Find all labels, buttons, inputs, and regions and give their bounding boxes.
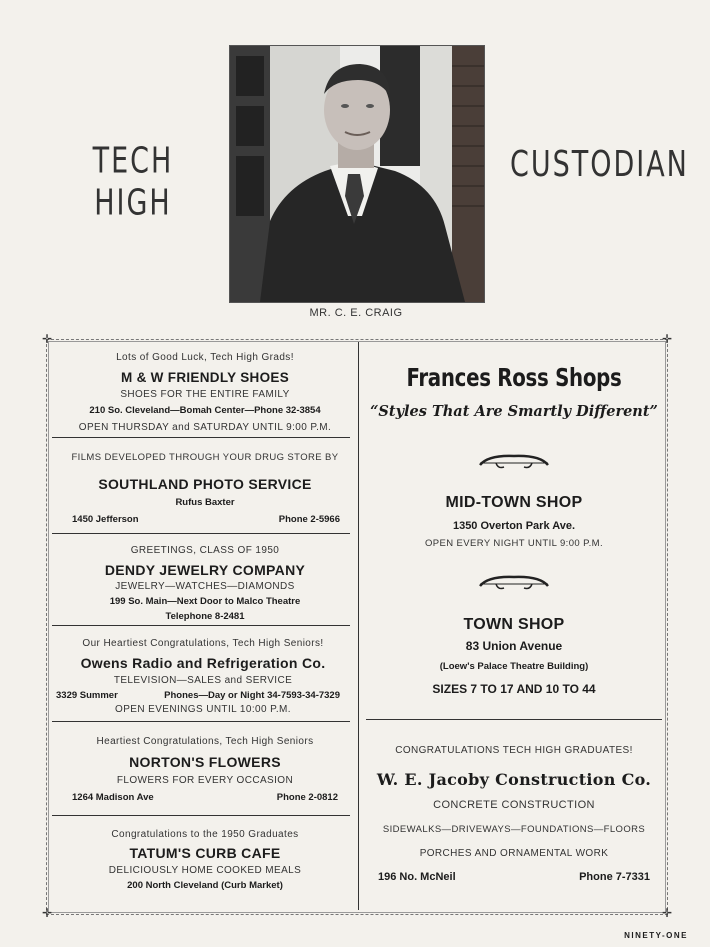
ad-hours: OPEN THURSDAY and SATURDAY UNTIL 9:00 P.M. — [78, 422, 332, 433]
page-number: NINETY-ONE — [624, 931, 688, 940]
ad-mw-shoes — [60, 352, 350, 433]
shop-name: TOWN SHOP — [463, 616, 565, 633]
ad-phone: Phone 2-0812 — [276, 792, 338, 803]
ad-address: 1264 Madison Ave — [72, 792, 154, 803]
town-shop — [366, 616, 662, 696]
photo-caption: MR. C. E. CRAIG — [309, 307, 403, 319]
mid-town-shop — [366, 494, 662, 549]
left-title: TECH HIGH — [92, 140, 174, 224]
ad-phone: Phone 7-7331 — [579, 871, 650, 883]
ad-address: 1450 Jefferson — [72, 514, 139, 525]
ad-address: 200 North Cleveland (Curb Market) — [127, 880, 283, 891]
shop-name: MID-TOWN SHOP — [445, 494, 583, 511]
ad-name: W. E. Jacoby Construction Co. — [376, 770, 652, 789]
column-divider — [358, 342, 359, 910]
corner-ornament-bl: ✛ — [42, 906, 53, 920]
ad-phone: Telephone 8-2481 — [165, 611, 245, 622]
ad-greeting: Lots of Good Luck, Tech High Grads! — [116, 352, 294, 363]
ad-divider — [52, 721, 350, 722]
ad-phone: Phones—Day or Night 34-7593-34-7329 — [164, 690, 340, 701]
shop-building: (Loew's Palace Theatre Building) — [439, 661, 589, 672]
right-title: CUSTODIAN — [510, 143, 689, 186]
ad-tagline: JEWELRY—WATCHES—DIAMONDS — [115, 581, 295, 592]
ad-name: NORTON'S FLOWERS — [129, 754, 281, 770]
ad-divider — [52, 437, 350, 438]
corner-ornament-br: ✛ — [662, 906, 673, 920]
ad-name: SOUTHLAND PHOTO SERVICE — [98, 476, 312, 492]
ad-greeting: Our Heartiest Congratulations, Tech High Seniors! — [82, 638, 324, 649]
ad-southland-photo — [60, 452, 350, 525]
ad-owens-radio — [56, 638, 350, 715]
ad-address: 199 So. Main—Next Door to Malco Theatre — [109, 596, 301, 607]
ad-divider — [366, 719, 662, 720]
ad-name: M & W FRIENDLY SHOES — [120, 370, 290, 385]
ad-divider — [52, 533, 350, 534]
ad-phone: Phone 2-5966 — [278, 514, 340, 525]
ad-name: Owens Radio and Refrigeration Co. — [80, 655, 326, 671]
ad-services: PORCHES AND ORNAMENTAL WORK — [419, 848, 609, 859]
ad-tagline: TELEVISION—SALES and SERVICE — [113, 675, 293, 686]
ad-tagline: DELICIOUSLY HOME COOKED MEALS — [108, 865, 302, 876]
ad-services: SIDEWALKS—DRIVEWAYS—FOUNDATIONS—FLOORS — [382, 824, 646, 835]
ad-address: 196 No. McNeil — [378, 871, 456, 883]
ad-jacoby-construction — [366, 745, 662, 883]
custodian-photo — [229, 45, 485, 303]
ornament-flourish — [478, 451, 550, 478]
shop-address: 1350 Overton Park Ave. — [452, 520, 576, 532]
ad-greeting: Heartiest Congratulations, Tech High Seniors — [96, 736, 314, 747]
ad-tagline: SHOES FOR THE ENTIRE FAMILY — [120, 389, 290, 400]
ad-address: 3329 Summer — [56, 690, 118, 701]
ad-name: DENDY JEWELRY COMPANY — [104, 562, 306, 578]
ad-tagline: FLOWERS FOR EVERY OCCASION — [116, 775, 294, 786]
ad-hours: OPEN EVENINGS UNTIL 10:00 P.M. — [115, 704, 291, 715]
ad-greeting: FILMS DEVELOPED THROUGH YOUR DRUG STORE BY — [71, 452, 339, 463]
corner-ornament-tl: ✛ — [42, 332, 53, 346]
ornament-flourish — [478, 572, 550, 599]
shop-hours: OPEN EVERY NIGHT UNTIL 9:00 P.M. — [424, 538, 604, 549]
ad-divider — [52, 815, 350, 816]
ad-name: Frances Ross Shops — [406, 364, 622, 393]
ad-nortons-flowers — [60, 736, 350, 803]
ad-address: 210 So. Cleveland—Bomah Center—Phone 32-3854 — [89, 405, 321, 416]
ad-frances-ross — [366, 366, 662, 420]
ad-dendy-jewelry — [60, 545, 350, 622]
ad-greeting: CONGRATULATIONS TECH HIGH GRADUATES! — [395, 745, 633, 756]
ad-greeting: GREETINGS, CLASS OF 1950 — [130, 545, 280, 556]
corner-ornament-tr: ✛ — [662, 332, 673, 346]
sizes-note: SIZES 7 TO 17 AND 10 TO 44 — [432, 682, 596, 696]
ad-name: TATUM'S CURB CAFE — [129, 845, 281, 861]
ad-divider — [52, 625, 350, 626]
ad-person: Rufus Baxter — [175, 497, 235, 508]
ad-slogan: “Styles That Are Smartly Different” — [370, 403, 658, 420]
ad-tagline: CONCRETE CONSTRUCTION — [433, 799, 595, 811]
shop-address: 83 Union Avenue — [465, 639, 563, 653]
ad-tatums-cafe — [60, 829, 350, 891]
ad-greeting: Congratulations to the 1950 Graduates — [111, 829, 299, 840]
